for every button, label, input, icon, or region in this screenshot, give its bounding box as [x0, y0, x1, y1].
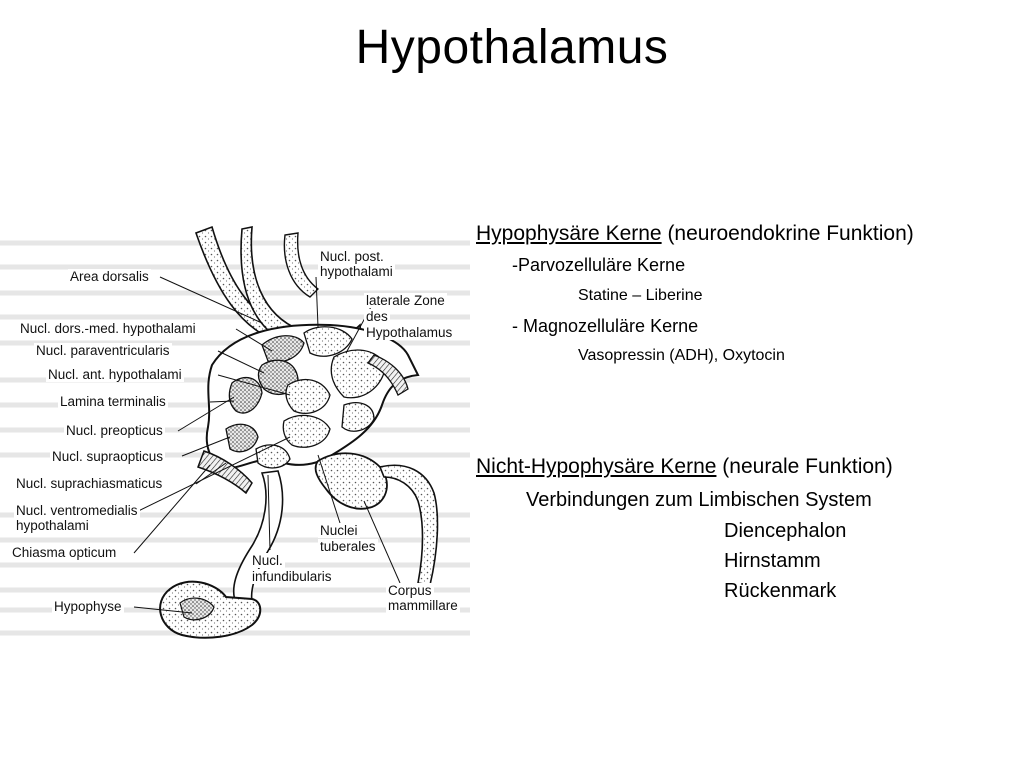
- heading-hypophysaere-rest: (neuroendokrine Funktion): [661, 222, 914, 245]
- slide-title: Hypothalamus: [355, 21, 669, 74]
- label-nucl-dors-med-hypothalami: Nucl. dors.-med. hypothalami: [20, 321, 196, 336]
- label-chiasma-opticum: Chiasma opticum: [12, 545, 117, 560]
- item-magnozellulaere: - Magnozelluläre Kerne: [512, 316, 699, 336]
- label-nucl-infundibularis-line1: Nucl.: [252, 553, 283, 568]
- heading-nicht-hypophysaere-kerne: [476, 454, 893, 480]
- label-nucl-ventromedialis-line2: hypothalami: [16, 518, 89, 533]
- label-area-dorsalis: Area dorsalis: [70, 269, 149, 284]
- label-nucl-ventromedialis-line1: Nucl. ventromedialis: [16, 503, 138, 518]
- item-parvozellulaere: -Parvozelluläre Kerne: [512, 255, 686, 275]
- label-nucl-supraopticus: Nucl. supraopticus: [52, 449, 164, 464]
- target-rueckenmark: Rückenmark: [724, 580, 837, 602]
- heading-hypophysaere-kerne: [476, 221, 914, 247]
- label-laterale-zone-line3: Hypothalamus: [366, 325, 453, 340]
- label-nuclei-tuberales-line2: tuberales: [320, 539, 376, 554]
- label-nucl-infundibularis-line2: infundibularis: [252, 569, 332, 584]
- target-hirnstamm: Hirnstamm: [724, 550, 821, 572]
- label-nucl-paraventricularis: Nucl. paraventricularis: [36, 343, 170, 358]
- item-verbindungen: Verbindungen zum Limbischen System: [526, 489, 872, 511]
- heading-nicht-hypophysaere-rest: (neurale Funktion): [716, 455, 893, 478]
- label-laterale-zone-line1: laterale Zone: [366, 293, 445, 308]
- heading-nicht-hypophysaere-underlined: Nicht-Hypophysäre Kerne: [476, 455, 717, 478]
- label-nucl-ant-hypothalami: Nucl. ant. hypothalami: [48, 367, 182, 382]
- label-corpus-mammillare-line1: Corpus: [388, 583, 432, 598]
- target-diencephalon: Diencephalon: [724, 520, 847, 542]
- label-nuclei-tuberales-line1: Nuclei: [320, 523, 358, 538]
- label-nucl-suprachiasmaticus: Nucl. suprachiasmaticus: [16, 476, 163, 491]
- item-parvo-detail: Statine – Liberine: [578, 287, 703, 304]
- label-nucl-post-line2: hypothalami: [320, 264, 393, 279]
- label-laterale-zone-line2: des: [366, 309, 388, 324]
- label-hypophyse: Hypophyse: [54, 599, 122, 614]
- heading-hypophysaere-underlined: Hypophysäre Kerne: [476, 222, 662, 245]
- label-lamina-terminalis: Lamina terminalis: [60, 394, 166, 409]
- item-magno-detail: Vasopressin (ADH), Oxytocin: [578, 347, 785, 364]
- label-corpus-mammillare-line2: mammillare: [388, 598, 458, 613]
- label-nucl-preopticus: Nucl. preopticus: [66, 423, 163, 438]
- hypothalamus-diagram: [0, 205, 470, 655]
- label-nucl-post-line1: Nucl. post.: [320, 249, 384, 264]
